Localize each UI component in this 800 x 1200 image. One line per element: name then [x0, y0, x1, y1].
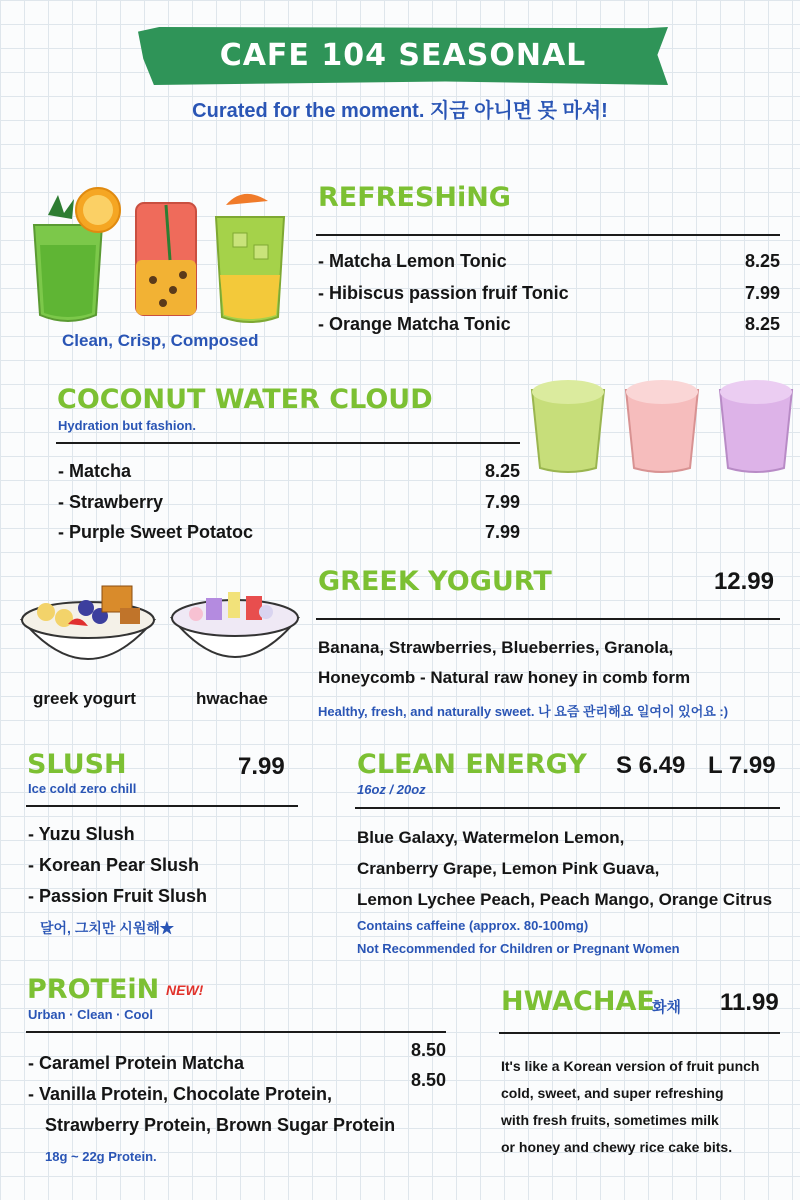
greek-yogurt-rule	[316, 618, 780, 620]
coconut-item-2: - Strawberry	[58, 492, 164, 512]
protein-item-1: - Caramel Protein Matcha	[28, 1053, 245, 1073]
protein-new-badge: NEW!	[166, 982, 204, 998]
refreshing-price-3: 8.25	[744, 314, 780, 334]
clean-energy-line-2: Cranberry Grape, Lemon Pink Guava,	[357, 859, 660, 878]
refreshing-caption: Clean, Crisp, Composed	[62, 331, 259, 350]
hwachae-price: 11.99	[720, 989, 779, 1016]
hwachae-line-4: or honey and chewy rice cake bits.	[501, 1139, 733, 1155]
coconut-rule	[56, 442, 520, 444]
protein-subtitle: Urban · Clean · Cool	[28, 1007, 153, 1022]
coconut-title: COCONUT WATER CLOUD	[57, 384, 433, 415]
greek-yogurt-note: Healthy, fresh, and naturally sweet. 나 요즘 관리해요 일여이 있어요 :)	[318, 704, 729, 719]
tonic-drinks-illustration	[28, 185, 298, 330]
clean-energy-line-3: Lemon Lychee Peach, Peach Mango, Orange Citrus	[357, 890, 773, 909]
clean-energy-subtitle: 16oz / 20oz	[357, 782, 426, 797]
clean-energy-line-1: Blue Galaxy, Watermelon Lemon,	[357, 828, 625, 847]
hwachae-line-3: with fresh fruits, sometimes milk	[501, 1112, 719, 1128]
clean-energy-price-large: L 7.99	[708, 752, 776, 779]
refreshing-item-3: - Orange Matcha Tonic	[318, 314, 511, 334]
hwachae-title: HWACHAE	[501, 986, 655, 1017]
protein-price-2: 8.50	[410, 1070, 446, 1090]
hwachae-caption: hwachae	[196, 689, 268, 708]
greek-yogurt-price: 12.99	[713, 568, 774, 595]
refreshing-item-2: - Hibiscus passion fruif Tonic	[318, 283, 569, 303]
slush-title: SLUSH	[27, 749, 127, 780]
protein-item-3: Strawberry Protein, Brown Sugar Protein	[45, 1115, 396, 1135]
slush-subtitle: Ice cold zero chill	[28, 781, 137, 796]
greek-yogurt-caption: greek yogurt	[33, 689, 136, 708]
refreshing-price-1: 8.25	[744, 251, 780, 271]
protein-item-2: - Vanilla Protein, Chocolate Protein,	[28, 1084, 333, 1104]
greek-yogurt-desc-2: Honeycomb - Natural raw honey in comb form	[318, 668, 691, 687]
coconut-price-2: 7.99	[484, 492, 520, 512]
clean-energy-note-1: Contains caffeine (approx. 80-100mg)	[357, 918, 589, 933]
refreshing-price-2: 7.99	[744, 283, 780, 303]
hwachae-bowl-illustration	[166, 568, 304, 683]
clean-energy-rule	[355, 807, 780, 809]
slush-note: 달어, 그치만 시원해★	[40, 920, 174, 936]
greek-yogurt-desc-1: Banana, Strawberries, Blueberries, Granola,	[318, 638, 674, 657]
protein-price-1: 8.50	[410, 1040, 446, 1060]
menu-title: CAFE 104 SEASONAL	[219, 38, 587, 73]
protein-title: PROTEiN	[27, 974, 160, 1005]
slush-price: 7.99	[238, 753, 285, 780]
hwachae-line-1: It's like a Korean version of fruit punch	[501, 1058, 760, 1074]
coconut-price-3: 7.99	[484, 522, 520, 542]
coconut-subtitle: Hydration but fashion.	[58, 418, 196, 433]
greek-yogurt-title: GREEK YOGURT	[318, 566, 552, 597]
coconut-item-3: - Purple Sweet Potatoc	[58, 522, 254, 542]
slush-item-2: - Korean Pear Slush	[28, 855, 200, 875]
clean-energy-title: CLEAN ENERGY	[357, 749, 587, 780]
protein-rule	[26, 1031, 446, 1033]
slush-rule	[26, 805, 298, 807]
cloud-cups-illustration	[526, 372, 800, 477]
hwachae-korean: 화채	[652, 999, 681, 1016]
clean-energy-note-2: Not Recommended for Children or Pregnant Women	[357, 941, 680, 956]
refreshing-item-1: - Matcha Lemon Tonic	[318, 251, 507, 271]
coconut-item-1: - Matcha	[58, 461, 132, 481]
menu-tagline: Curated for the moment. 지금 아니면 못 마셔!	[192, 100, 608, 122]
clean-energy-price-small: S 6.49	[616, 752, 686, 779]
refreshing-rule	[316, 234, 780, 236]
refreshing-title: REFRESHiNG	[318, 182, 511, 213]
hwachae-line-2: cold, sweet, and super refreshing	[501, 1085, 724, 1101]
greek-yogurt-bowl-illustration	[16, 568, 161, 683]
coconut-price-1: 8.25	[484, 461, 520, 481]
hwachae-rule	[499, 1032, 780, 1034]
slush-item-3: - Passion Fruit Slush	[28, 886, 208, 906]
slush-item-1: - Yuzu Slush	[28, 824, 135, 844]
protein-note: 18g ~ 22g Protein.	[45, 1149, 157, 1164]
